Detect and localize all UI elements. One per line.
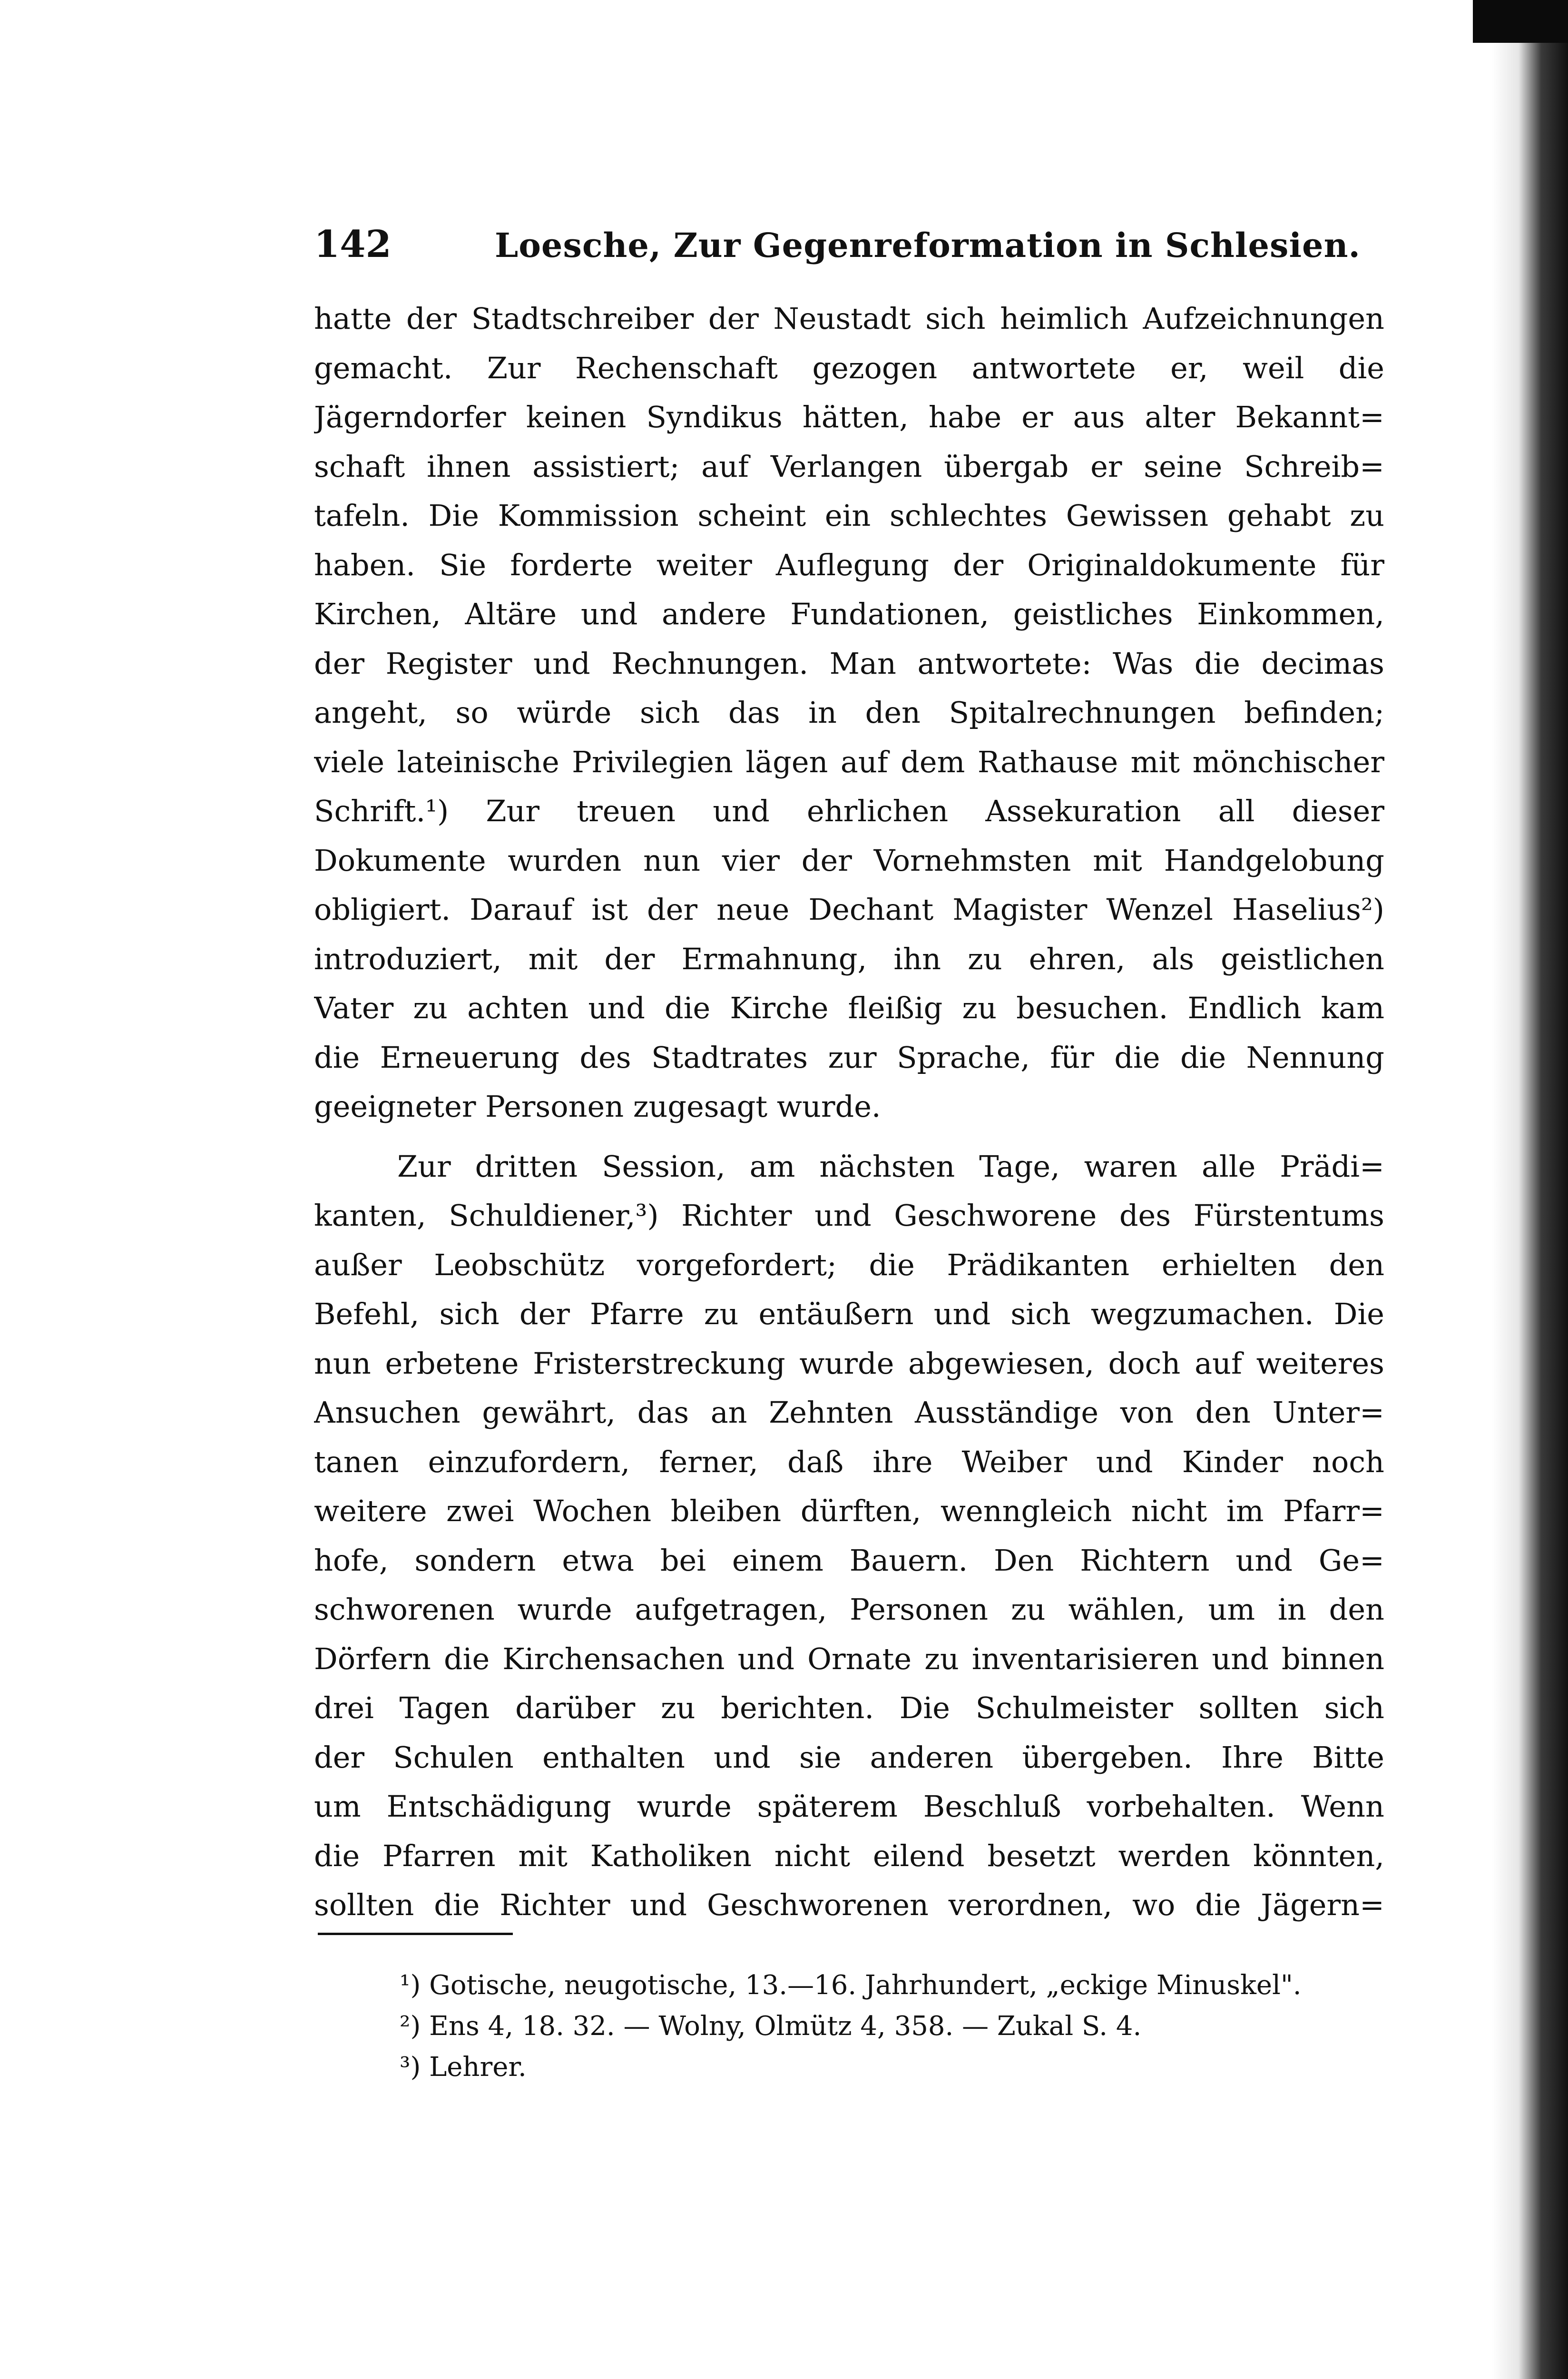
text-line: um Entschädigung wurde späterem Beschluß vorbehalten. Wenn bbox=[314, 1789, 1384, 1824]
text-line: der Register und Rechnungen. Man antwortete: Was die decimas bbox=[314, 646, 1384, 681]
text-line: kanten, Schuldiener,³) Richter und Geschworene des Fürstentums bbox=[314, 1198, 1384, 1233]
text-line: gemacht. Zur Rechenschaft gezogen antwortete er, weil die bbox=[314, 350, 1384, 385]
paragraph-2 bbox=[314, 1142, 1384, 1930]
text-line: geeigneter Personen zugesagt wurde. bbox=[314, 1089, 881, 1124]
text-line: Vater zu achten und die Kirche fleißig zu besuchen. Endlich kam bbox=[314, 991, 1384, 1025]
running-title: Loesche, Zur Gegenreformation in Schlesien. bbox=[495, 226, 1361, 265]
body-text bbox=[314, 294, 1384, 1940]
text-line: schworenen wurde aufgetragen, Personen zu wählen, um in den bbox=[314, 1592, 1384, 1627]
footnote-1: ¹) Gotische, neugotische, 13.—16. Jahrhundert, „eckige Minuskel". bbox=[400, 1970, 1302, 2001]
text-line: tafeln. Die Kommission scheint ein schlechtes Gewissen gehabt zu bbox=[314, 498, 1384, 533]
text-line: die Erneuerung des Stadtrates zur Sprache, für die die Nennung bbox=[314, 1040, 1384, 1075]
running-head bbox=[314, 223, 1389, 280]
text-line: Zur dritten Session, am nächsten Tage, waren alle Prädi= bbox=[397, 1149, 1384, 1184]
text-line: hatte der Stadtschreiber der Neustadt sich heimlich Aufzeichnungen bbox=[314, 301, 1384, 336]
text-line: tanen einzufordern, ferner, daß ihre Weiber und Kinder noch bbox=[314, 1444, 1384, 1479]
text-line: Befehl, sich der Pfarre zu entäußern und sich wegzumachen. Die bbox=[314, 1297, 1384, 1331]
text-line: außer Leobschütz vorgefordert; die Prädikanten erhielten den bbox=[314, 1247, 1384, 1282]
text-line: der Schulen enthalten und sie anderen übergeben. Ihre Bitte bbox=[314, 1740, 1384, 1775]
text-line: hofe, sondern etwa bei einem Bauern. Den Richtern und Ge= bbox=[314, 1543, 1384, 1578]
text-line: introduziert, mit der Ermahnung, ihn zu ehren, als geistlichen bbox=[314, 941, 1384, 976]
scan-border-corner bbox=[1473, 0, 1568, 43]
footnote-2: ²) Ens 4, 18. 32. — Wolny, Olmütz 4, 358. — Zukal S. 4. bbox=[400, 2011, 1142, 2042]
text-line: Schrift.¹) Zur treuen und ehrlichen Assekuration all dieser bbox=[314, 794, 1384, 828]
footnotes bbox=[400, 1965, 1384, 2088]
scan-border bbox=[1492, 0, 1568, 2379]
text-line: haben. Sie forderte weiter Auflegung der Originaldokumente für bbox=[314, 547, 1384, 582]
text-line: drei Tagen darüber zu berichten. Die Schulmeister sollten sich bbox=[314, 1691, 1384, 1725]
text-line: Dokumente wurden nun vier der Vornehmsten mit Handgelobung bbox=[314, 843, 1384, 878]
text-line: die Pfarren mit Katholiken nicht eilend besetzt werden könnten, bbox=[314, 1838, 1384, 1873]
text-line: Jägerndorfer keinen Syndikus hätten, habe er aus alter Bekannt= bbox=[314, 400, 1384, 434]
text-line: sollten die Richter und Geschworenen verordnen, wo die Jägern= bbox=[314, 1887, 1384, 1922]
text-line: angeht, so würde sich das in den Spitalrechnungen befinden; bbox=[314, 695, 1384, 730]
text-line: nun erbetene Fristerstreckung wurde abgewiesen, doch auf weiteres bbox=[314, 1346, 1384, 1381]
text-line: Ansuchen gewährt, das an Zehnten Ausständige von den Unter= bbox=[314, 1395, 1384, 1430]
text-line: schaft ihnen assistiert; auf Verlangen übergab er seine Schreib= bbox=[314, 449, 1384, 484]
footnote-3: ³) Lehrer. bbox=[400, 2052, 527, 2083]
text-line: obligiert. Darauf ist der neue Dechant Magister Wenzel Haselius²) bbox=[314, 892, 1384, 927]
paragraph-1 bbox=[314, 294, 1384, 1131]
text-line: viele lateinische Privilegien lägen auf dem Rathause mit mönchischer bbox=[314, 744, 1384, 779]
text-line: Dörfern die Kirchensachen und Ornate zu inventarisieren und binnen bbox=[314, 1641, 1384, 1676]
text-line: weitere zwei Wochen bleiben dürften, wenngleich nicht im Pfarr= bbox=[314, 1494, 1384, 1528]
text-line: Kirchen, Altäre und andere Fundationen, geistliches Einkommen, bbox=[314, 597, 1384, 631]
page-number: 142 bbox=[314, 223, 392, 266]
footnote-separator bbox=[318, 1933, 513, 1935]
